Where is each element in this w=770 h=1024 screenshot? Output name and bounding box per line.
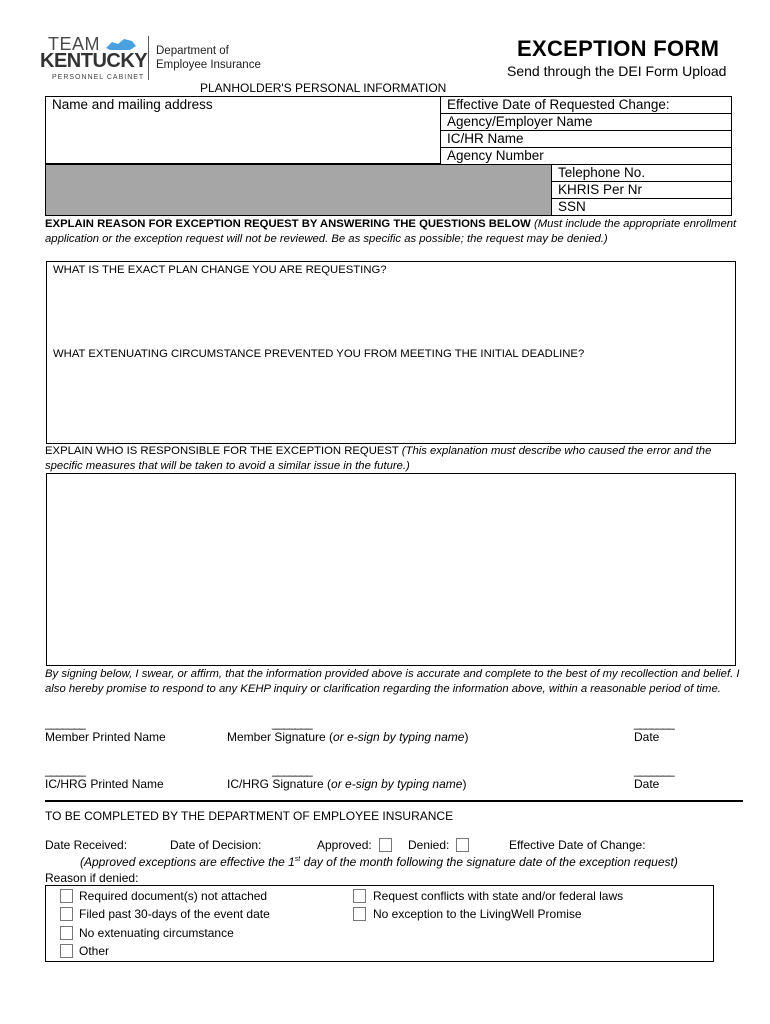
- reason-denied-label: Reason if denied:: [45, 871, 139, 885]
- reason-other-label: Other: [79, 944, 110, 958]
- effective-change-label: Effective Date of Change:: [509, 838, 646, 852]
- name-address-label: Name and mailing address: [52, 97, 213, 112]
- ssn-field[interactable]: [551, 198, 732, 216]
- ichrg-signature-label: IC/HRG Signature (or e-sign by typing name): [227, 777, 467, 791]
- reason-checkbox-filed-past[interactable]: [60, 907, 73, 921]
- agency-employer-field[interactable]: [440, 113, 732, 131]
- member-name-line[interactable]: _______: [45, 716, 85, 730]
- denied-checkbox[interactable]: [456, 838, 469, 852]
- telephone-field[interactable]: [551, 164, 732, 182]
- effective-date-label: Effective Date of Requested Change:: [447, 97, 670, 112]
- member-signature-label: Member Signature (or e-sign by typing name): [227, 730, 469, 744]
- date-decision-label: Date of Decision:: [170, 838, 262, 852]
- reason-conflicts-label: Request conflicts with state and/or federal laws: [373, 889, 624, 903]
- member-date-label: Date: [634, 730, 660, 744]
- reason-documents-label: Required document(s) not attached: [79, 889, 268, 903]
- form-subtitle: Send through the DEI Form Upload: [507, 63, 727, 79]
- name-address-field[interactable]: [45, 96, 441, 164]
- logo-divider: [148, 36, 149, 80]
- approved-checkbox[interactable]: [379, 838, 392, 852]
- denied-label: Denied:: [408, 838, 450, 852]
- reason-livingwell-label: No exception to the LivingWell Promise: [373, 907, 582, 921]
- department-name: Department of Employee Insurance: [156, 45, 261, 71]
- telephone-label: Telephone No.: [558, 165, 646, 180]
- khris-label: KHRIS Per Nr: [558, 182, 643, 197]
- section-title-personal-info: PLANHOLDER'S PERSONAL INFORMATION: [200, 81, 447, 95]
- reason-checkbox-other[interactable]: [60, 944, 73, 958]
- logo-team-text: TEAM: [48, 34, 101, 54]
- responsible-instructions: EXPLAIN WHO IS RESPONSIBLE FOR THE EXCEPTION REQUEST (This explanation must describe who caused the error and the specific measures that will be taken to avoid a similar issue in the future.): [45, 445, 712, 472]
- khris-field[interactable]: [551, 181, 732, 199]
- ichrg-printed-name-label: IC/HRG Printed Name: [45, 777, 164, 791]
- ichrg-date-label: Date: [634, 777, 660, 791]
- signing-statement: By signing below, I swear, or affirm, that the information provided above is accurate and complete to the best of my recollection and belief. I also hereby promise to respond to any KEHP inquiry or clarification regarding the information above, within a reasonable period of time.: [45, 668, 740, 695]
- ichrg-name-line[interactable]: _______: [45, 763, 85, 777]
- ssn-label: SSN: [558, 199, 586, 214]
- section-divider: [45, 800, 743, 802]
- ichr-name-label: IC/HR Name: [447, 131, 524, 146]
- approved-label: Approved:: [317, 838, 372, 852]
- agency-number-field[interactable]: [440, 147, 732, 165]
- ichr-name-field[interactable]: [440, 130, 732, 148]
- reason-filed-past-label: Filed past 30-days of the event date: [79, 907, 270, 921]
- logo-personnel-text: PERSONNEL CABINET: [52, 74, 145, 81]
- ichrg-signature-line[interactable]: _______: [272, 763, 312, 777]
- member-printed-name-label: Member Printed Name: [45, 730, 166, 744]
- reason-no-circumstance-label: No extenuating circumstance: [79, 926, 234, 940]
- form-title: EXCEPTION FORM: [517, 36, 720, 61]
- member-date-line[interactable]: _______: [634, 716, 674, 730]
- question-plan-change: WHAT IS THE EXACT PLAN CHANGE YOU ARE REQUESTING?: [53, 264, 387, 276]
- agency-employer-label: Agency/Employer Name: [447, 114, 593, 129]
- ichrg-date-line[interactable]: _______: [634, 763, 674, 777]
- member-signature-line[interactable]: _______: [272, 716, 312, 730]
- reason-checkbox-livingwell[interactable]: [353, 907, 366, 921]
- shaded-block: [45, 164, 552, 216]
- responsible-answer-box[interactable]: [46, 473, 736, 666]
- dei-section-title: TO BE COMPLETED BY THE DEPARTMENT OF EMPLOYEE INSURANCE: [45, 809, 454, 823]
- reason-checkbox-conflicts[interactable]: [353, 889, 366, 903]
- exception-instructions: EXPLAIN REASON FOR EXCEPTION REQUEST BY ANSWERING THE QUESTIONS BELOW (Must include the appropriate enrollment application or the exception request will not be reviewed. Be as specific as possible; the request may be denied.): [45, 218, 737, 245]
- reason-checkbox-documents[interactable]: [60, 889, 73, 903]
- approval-note: (Approved exceptions are effective the 1st day of the month following the signature date of the exception request): [80, 855, 678, 869]
- date-received-label: Date Received:: [45, 838, 128, 852]
- reason-checkbox-no-circumstance[interactable]: [60, 926, 73, 940]
- question-extenuating-circumstance: WHAT EXTENUATING CIRCUMSTANCE PREVENTED YOU FROM MEETING THE INITIAL DEADLINE?: [53, 348, 585, 360]
- effective-date-field[interactable]: [440, 96, 732, 114]
- logo-kentucky-text: KENTUCKY: [40, 50, 148, 72]
- agency-number-label: Agency Number: [447, 148, 544, 163]
